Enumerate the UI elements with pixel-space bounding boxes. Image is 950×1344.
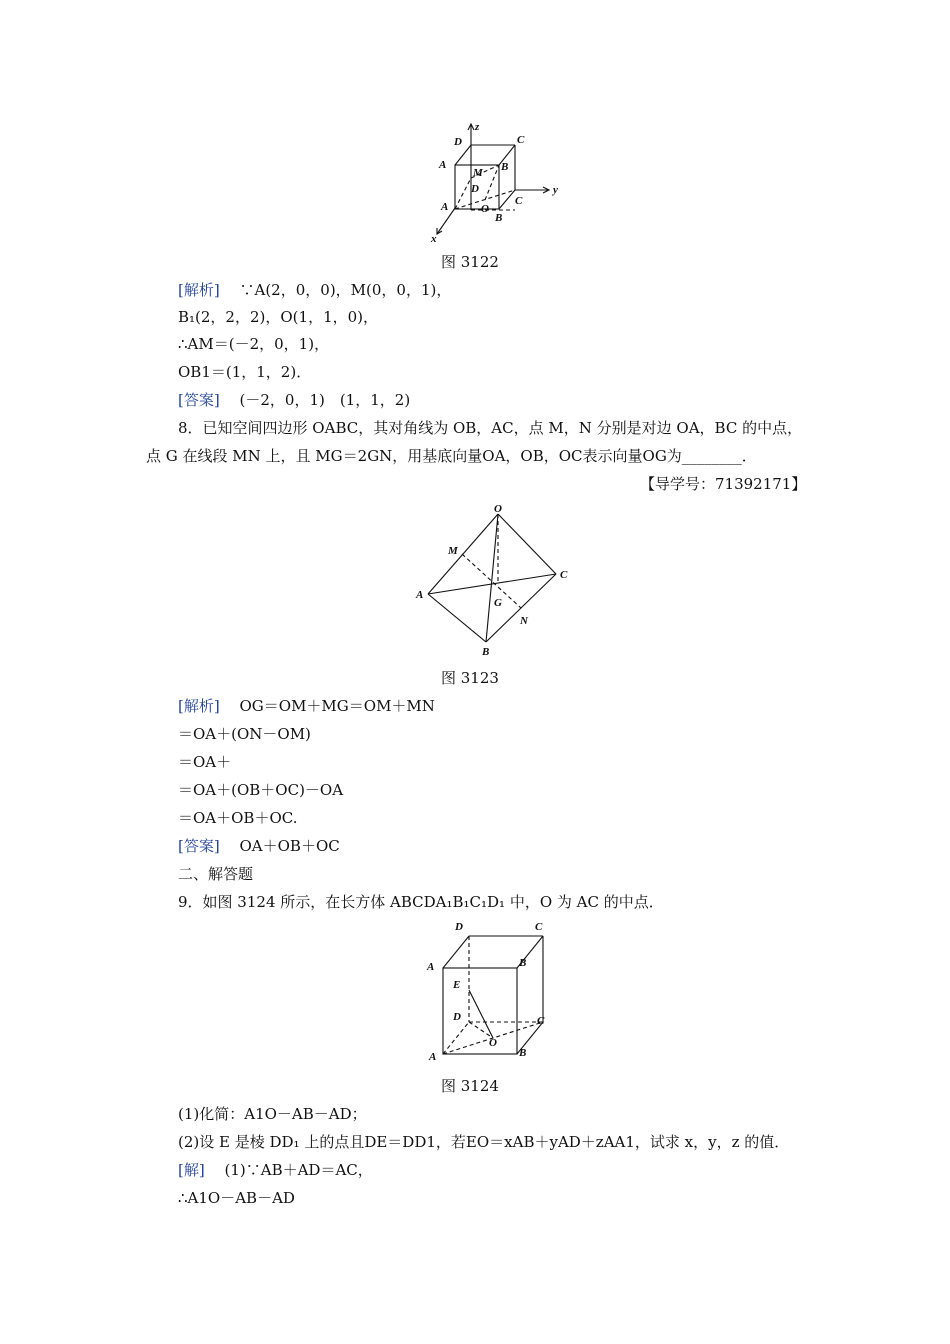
figure-3122 [425, 118, 565, 246]
solution-line: B₁(2，2，2)，O(1，1，0)， [178, 308, 379, 326]
solution-line: ∴AM＝(－2，0，1)， [178, 335, 330, 353]
fig1-label-A: A [441, 201, 449, 213]
analysis-tag: [解析] [178, 281, 220, 299]
fig3-label-B: B [519, 1047, 527, 1059]
reference-number: 【导学号：71392171】 [640, 475, 807, 493]
fig1-label-B1: B [501, 161, 509, 173]
solution-line: ∴A1O－AB－AD [178, 1189, 295, 1207]
solution-text: (1)∵AB＋AD＝AC， [224, 1161, 373, 1179]
fig3-label-A: A [429, 1051, 437, 1063]
fig1-label-B: B [495, 212, 503, 224]
fig1-label-y: y [553, 184, 558, 196]
question-9: 9．如图 3124 所示，在长方体 ABCDA₁B₁C₁D₁ 中，O 为 AC 的中点． [178, 893, 664, 911]
question-8-line-2: 点 G 在线段 MN 上，且 MG＝2GN，用基底向量OA，OB，OC表示向量OG为________． [146, 447, 757, 465]
solution-line: ＝OA＋(OB＋OC)－OA [178, 781, 344, 799]
fig1-label-A1: A [439, 159, 447, 171]
answer-tag: [答案] [178, 391, 220, 409]
fig3-label-C: C [537, 1015, 545, 1027]
question-9-part-1: (1)化简：A1O－AB－AD； [178, 1105, 367, 1123]
fig1-label-z: z [475, 121, 480, 133]
fig3-label-D: D [453, 1011, 461, 1023]
fig3-label-A1: A [427, 961, 435, 973]
solution-line: ＝OA＋(ON－OM) [178, 725, 311, 743]
fig2-label-B: B [482, 646, 490, 658]
tetrahedron-diagram-3123 [410, 500, 580, 660]
fig2-label-M: M [448, 545, 458, 557]
fig2-label-G: G [494, 597, 502, 609]
question-8-line-1: 8．已知空间四边形 OABC，其对角线为 OB，AC，点 M，N 分别是对边 OA，BC 的中点， [178, 419, 803, 437]
cuboid-diagram-3124 [425, 918, 560, 1063]
figure-caption: 图 3123 [441, 669, 499, 687]
fig3-label-O: O [489, 1037, 497, 1049]
section-heading: 二、解答题 [178, 865, 254, 883]
fig2-label-N: N [520, 615, 528, 627]
fig3-label-C1: C [535, 921, 543, 933]
fig1-label-x: x [431, 233, 437, 245]
answer-text: (－2，0，1) (1，1，2) [239, 391, 411, 409]
answer-text: OA＋OB＋OC [239, 837, 340, 855]
question-9-part-2: (2)设 E 是棱 DD₁ 上的点且DE＝DD1，若EO＝xAB＋yAD＋zAA1，试求 x，y，z 的值． [178, 1133, 790, 1151]
fig1-label-O: O [481, 203, 489, 215]
solution-line [178, 1160, 373, 1180]
solution-text: ∵A(2，0，0)，M(0，0，1)， [239, 281, 452, 299]
fig1-label-D1: D [454, 136, 462, 148]
fig1-label-C: C [515, 195, 523, 207]
answer-tag: [答案] [178, 837, 220, 855]
fig2-label-O: O [494, 503, 502, 515]
analysis-tag: [解析] [178, 697, 220, 715]
cube-diagram-3122 [425, 118, 565, 246]
fig3-label-B1: B [519, 957, 527, 969]
solution-line [178, 696, 435, 716]
fig2-label-A: A [416, 589, 424, 601]
answer-line [178, 390, 410, 410]
figure-3124 [425, 918, 560, 1063]
solution-line: ＝OA＋OB＋OC. [178, 809, 298, 827]
solution-line: ＝OA＋ [178, 753, 232, 771]
fig3-label-D1: D [455, 921, 463, 933]
solution-tag: [解] [178, 1161, 205, 1179]
figure-3123 [410, 500, 580, 660]
figure-caption: 图 3124 [441, 1077, 499, 1095]
fig1-label-D: D [471, 183, 479, 195]
fig1-label-M: M [473, 167, 483, 179]
solution-line [178, 280, 451, 300]
fig1-label-C1: C [517, 134, 525, 146]
fig3-label-E: E [453, 979, 461, 991]
fig2-label-C: C [560, 569, 568, 581]
figure-caption: 图 3122 [441, 253, 499, 271]
answer-line [178, 836, 340, 856]
solution-line: OB1＝(1，1，2)． [178, 363, 312, 381]
solution-text: OG＝OM＋MG＝OM＋MN [239, 697, 435, 715]
